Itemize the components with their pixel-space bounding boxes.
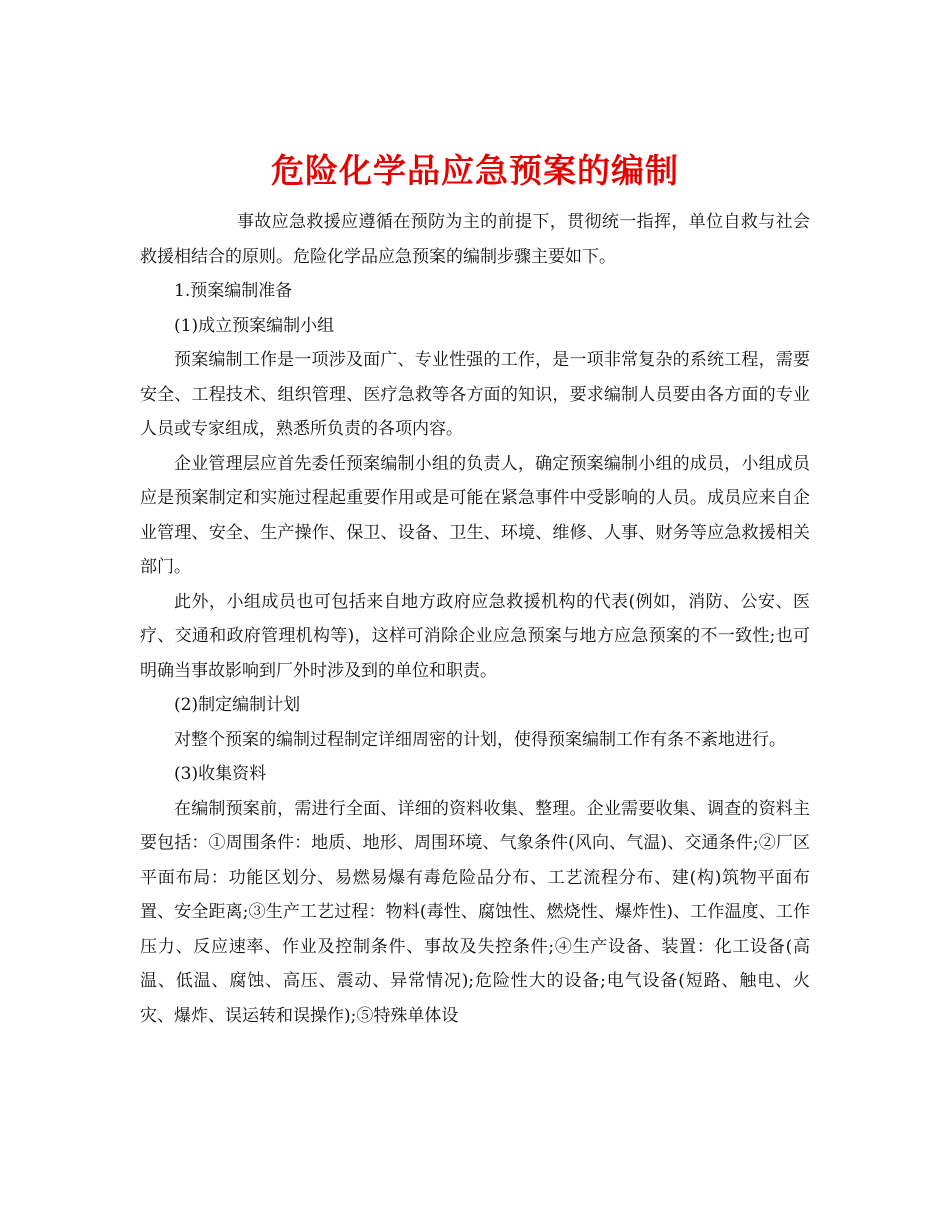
paragraph: 在编制预案前，需进行全面、详细的资料收集、整理。企业需要收集、调查的资料主要包括：①周围条件：地质、地形、周围环境、气象条件(风向、气温)、交通条件;②厂区平面布局：功能区划分、易燃易爆有毒危险品分布、工艺流程分布、建(构)筑物平面布置、安全距离;③生产工艺过程：物料(毒性、腐蚀性、燃烧性、爆炸性)、工作温度、工作压力、反应速率、作业及控制条件、事故及失控条件;④生产设备、装置：化工设备(高温、低温、腐蚀、高压、震动、异常情况);危险性大的设备;电气设备(短路、触电、火灾、爆炸、误运转和误操作);⑤特殊单体设 xyxy=(140,798,810,1026)
paragraph: 对整个预案的编制过程制定详细周密的计划，使得预案编制工作有条不紊地进行。 xyxy=(174,729,786,750)
paragraph: 此外，小组成员也可包括来自地方政府应急救援机构的代表(例如，消防、公安、医疗、交通和政府管理机构等)，这样可消除企业应急预案与地方应急预案的不一致性;也可明确当事故影响到厂外时涉及到的单位和职责。 xyxy=(140,591,810,681)
paragraph-intro: 事故应急救援应遵循在预防为主的前提下，贯彻统一指挥，单位自救与社会救援相结合的原则。危险化学品应急预案的编制步骤主要如下。 xyxy=(140,212,810,267)
document-body xyxy=(140,205,810,1033)
subsection-heading: (3)收集资料 xyxy=(174,764,267,784)
subsection-heading: (2)制定编制计划 xyxy=(174,695,301,715)
subsection-heading: (1)成立预案编制小组 xyxy=(174,315,335,336)
paragraph: 企业管理层应首先委任预案编制小组的负责人，确定预案编制小组的成员，小组成员应是预案制定和实施过程起重要作用或是可能在紧急事件中受影响的人员。成员应来自企业管理、安全、生产操作、保卫、设备、卫生、环境、维修、人事、财务等应急救援相关部门。 xyxy=(140,453,810,577)
paragraph: 预案编制工作是一项涉及面广、专业性强的工作，是一项非常复杂的系统工程，需要安全、工程技术、组织管理、医疗急救等各方面的知识，要求编制人员要由各方面的专业人员或专家组成，熟悉所负责的各项内容。 xyxy=(140,350,810,439)
document-title: 危险化学品应急预案的编制 xyxy=(271,151,679,191)
section-heading: 1.预案编制准备 xyxy=(174,281,293,301)
